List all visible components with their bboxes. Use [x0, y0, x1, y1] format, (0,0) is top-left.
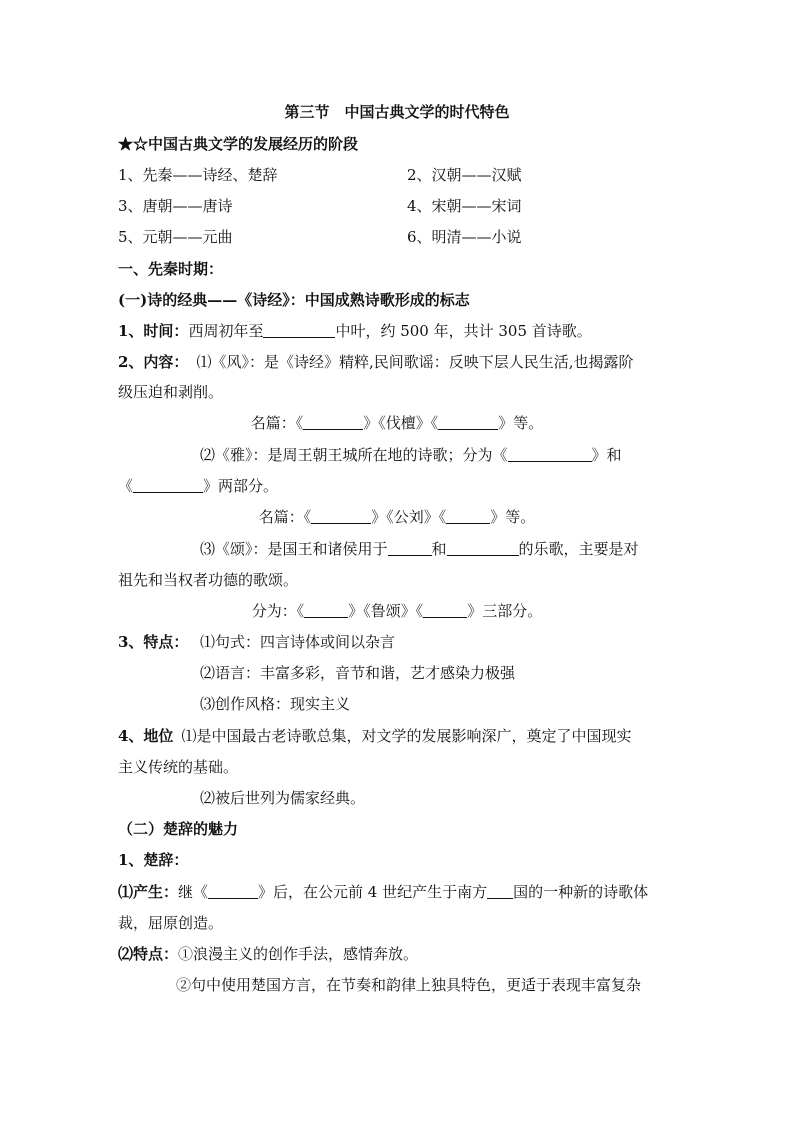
fill-blank [423, 603, 467, 618]
trait-line [118, 944, 418, 964]
feng-text-cont: 级压迫和剥削。 [118, 383, 224, 401]
origin-line [118, 882, 648, 902]
time-post: 中叶，约 500 年，共计 305 首诗歌。 [335, 322, 592, 340]
trait-text: ①浪漫主义的创作手法，感情奔放。 [178, 945, 419, 963]
origin-text: 》后，在公元前 4 世纪产生于南方 [258, 883, 488, 901]
features-label: 3、特点： [118, 633, 189, 651]
fill-blank [208, 884, 258, 899]
status-text-cont: 主义传统的基础。 [118, 758, 239, 776]
works-text: 》《公刘》《 [371, 508, 447, 526]
trait-label: ⑵特点： [118, 945, 179, 963]
fill-blank [447, 541, 519, 556]
song-parts-line [0, 601, 794, 621]
stage-item: 6、明清——小说 [407, 228, 522, 246]
works-text: 》《伐檀》《 [363, 414, 439, 432]
fill-blank [304, 603, 348, 618]
time-line [118, 321, 592, 341]
works-text: 名篇：《 [250, 414, 304, 432]
parts-text: 分为：《 [251, 602, 305, 620]
fill-blank [388, 541, 432, 556]
content-line [118, 352, 633, 372]
status-text: ⑴是中国最古老诗歌总集，对文学的发展影响深广，奠定了中国现实 [181, 727, 632, 745]
works-text: 》等。 [498, 414, 544, 432]
fill-blank [263, 323, 335, 338]
works-text: 名篇：《 [258, 508, 312, 526]
time-label: 1、时间： [118, 322, 189, 340]
page-title: 第三节 中国古典文学的时代特色 [284, 103, 510, 121]
fill-blank [303, 415, 363, 430]
song-text: 的乐歌，主要是对 [518, 540, 639, 558]
content-label: 2、内容： [118, 353, 189, 371]
subsection-heading: （二）楚辞的魅力 [118, 820, 239, 838]
feature-item: ⑵语言：丰富多彩，音节和谐，艺才感染力极强 [200, 664, 516, 682]
feature-item: ⑶创作风格：现实主义 [200, 695, 351, 713]
subsection-heading: (一)诗的经典——《诗经》：中国成熟诗歌形成的标志 [118, 291, 470, 309]
feature-item: ⑴句式：四言诗体或间以杂言 [200, 633, 396, 651]
song-line [200, 539, 639, 559]
ya-works-line [0, 507, 794, 527]
feng-text: ⑴《风》：是《诗经》精粹,民间歌谣：反映下层人民生活,也揭露阶 [196, 353, 634, 371]
stage-item: 4、宋朝——宋词 [407, 197, 522, 215]
fill-blank [446, 509, 490, 524]
time-pre: 西周初年至 [188, 322, 264, 340]
origin-text: 国的一种新的诗歌体 [513, 883, 649, 901]
parts-text: 》三部分。 [467, 602, 543, 620]
ya-text: ⑵《雅》：是周王朝王城所在地的诗歌；分为《 [200, 446, 508, 464]
stage-item: 1、先秦——诗经、楚辞 [118, 166, 278, 184]
status-label: 4、地位 [118, 727, 174, 745]
origin-text: 继《 [178, 883, 209, 901]
stages-heading: ★☆中国古典文学的发展经历的阶段 [118, 135, 359, 153]
song-text: 和 [431, 540, 447, 558]
origin-label: ⑴产生： [118, 883, 179, 901]
status-item: ⑵被后世列为儒家经典。 [200, 789, 366, 807]
ya-text: 》两部分。 [203, 477, 279, 495]
ya-line [200, 445, 622, 465]
fill-blank [438, 415, 498, 430]
section-heading: 一、先秦时期： [118, 260, 224, 278]
fill-blank [508, 447, 592, 462]
origin-text-cont: 裁，屈原创造。 [118, 914, 224, 932]
fill-blank [487, 884, 513, 899]
feng-works-line [0, 413, 794, 433]
fill-blank [133, 478, 203, 493]
stage-item: 2、汉朝——汉赋 [407, 166, 522, 184]
works-text: 》等。 [490, 508, 536, 526]
song-text-cont: 祖先和当权者功德的歌颂。 [118, 571, 299, 589]
chuci-label: 1、楚辞： [118, 851, 189, 869]
ya-text: 》和 [591, 446, 622, 464]
fill-blank [311, 509, 371, 524]
song-text: ⑶《颂》：是国王和诸侯用于 [200, 540, 388, 558]
trait-text-cont: ②句中使用楚国方言，在节奏和韵律上独具特色，更适于表现丰富复杂 [176, 976, 642, 994]
stage-item: 3、唐朝——唐诗 [118, 197, 233, 215]
status-line [118, 726, 631, 746]
ya-line-cont [118, 476, 278, 496]
parts-text: 》《鲁颂》《 [348, 602, 424, 620]
stage-item: 5、元朝——元曲 [118, 228, 233, 246]
ya-text: 《 [118, 477, 134, 495]
